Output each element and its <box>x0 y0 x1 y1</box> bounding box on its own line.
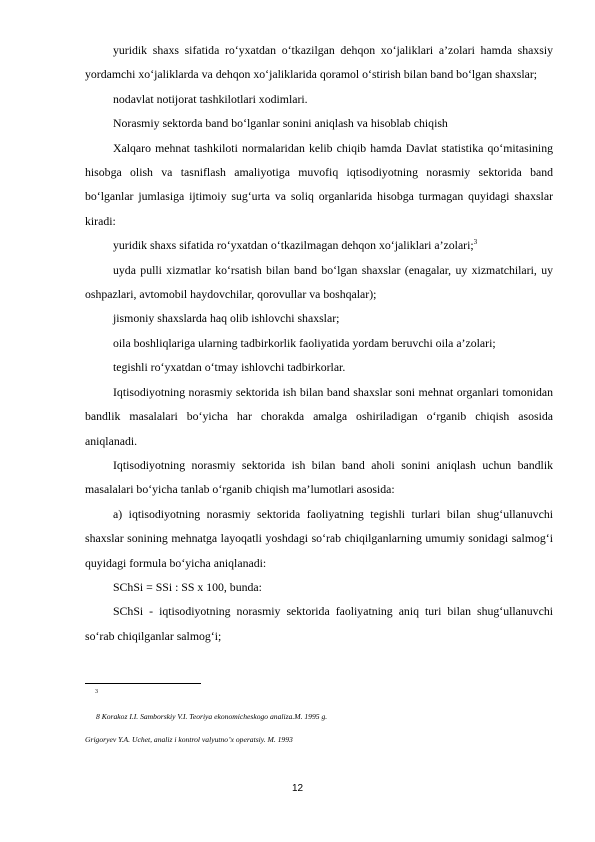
paragraph-1: yuridik shaxs sifatida ro‘yxatdan o‘tkazilgan dehqon xo‘jaliklari a’zolari hamda shaxsiy yordamchi xo‘jaliklarda va dehqon xo‘jaliklarida qoramol o‘stirish bilan band bo‘lgan shaxslar; <box>85 43 553 82</box>
footnote-separator <box>85 683 201 684</box>
paragraph-5-text: yuridik shaxs sifatida ro‘yxatdan o‘tkazilmagan dehqon xo‘jaliklari a’zolari; <box>113 238 474 253</box>
paragraph-6: uyda pulli xizmatlar ko‘rsatish bilan band bo‘lgan shaxslar (enagalar, uy xizmatchilari, uy oshpazlari, avtomobil haydovchilar, qorovullar va boshqalar); <box>85 262 553 302</box>
paragraph-14: SChSi - iqtisodiyotning norasmiy sektorida faoliyatning aniq turi bilan shug‘ullanuvchi so‘rab chiqilganlar salmog‘i; <box>85 604 553 643</box>
formula-line: SChSi = SSi : SS x 100, bunda: <box>113 579 262 594</box>
paragraph-8: oila boshliqlariga ularning tadbirkorlik faoliyatida yordam beruvchi oila a’zolari; <box>113 335 496 350</box>
paragraph-5 <box>85 233 553 257</box>
paragraph-9: tegishli ro‘yxatdan o‘tmay ishlovchi tadbirkorlar. <box>113 360 346 375</box>
footnote-2: Grigoryev Y.A. Uchet, analiz i kontrol valyutno’x operatsiy. M. 1993 <box>85 735 293 744</box>
paragraph-10: Iqtisodiyotning norasmiy sektorida ish bilan band shaxslar soni mehnat organlari tomonidan bandlik masalalari bo‘yicha har chorakda amalga oshiriladigan o‘rganib chiqish asosida aniqlanadi. <box>85 384 553 448</box>
footnote-1: 8 Korakoz I.I. Samborskiy V.I. Teoriya ekonomicheskogo analiza.M. 1995 g. <box>96 712 328 721</box>
footnote-mark: 3 <box>95 689 98 695</box>
paragraph-11: Iqtisodiyotning norasmiy sektorida ish bilan band aholi sonini aniqlash uchun bandlik masalalari bo‘yicha tanlab o‘rganib chiqish ma’lumotlari asosida: <box>85 457 553 497</box>
paragraph-3: Norasmiy sektorda band bo‘lganlar sonini aniqlash va hisoblab chiqish <box>113 116 448 131</box>
paragraph-2: nodavlat notijorat tashkilotlari xodimlari. <box>113 91 308 106</box>
body-text <box>85 38 553 648</box>
paragraph-4: Xalqaro mehnat tashkiloti normalaridan kelib chiqib hamda Davlat statistika qo‘mitasining hisobga olish va tasniflash amaliyotiga muvofiq iqtisodiyotning norasmiy sektorida band bo‘lganlar jumlasiga ijtimoiy sug‘urta va soliq organlarida hisobga turmagan quyidagi shaxslar kiradi: <box>85 140 553 228</box>
paragraph-12: a) iqtisodiyotning norasmiy sektorida faoliyatning tegishli turlari bilan shug‘ullanuvchi shaxslar sonining mehnatga layoqatli yoshdagi so‘rab chiqilganlarning umumiy sonidagi salmog‘i quyidagi formula bo‘yicha aniqlanadi: <box>85 506 553 570</box>
paragraph-7: jismoniy shaxslarda haq olib ishlovchi shaxslar; <box>113 311 340 326</box>
footnote-reference: 3 <box>473 238 478 247</box>
page-number: 12 <box>291 783 304 794</box>
